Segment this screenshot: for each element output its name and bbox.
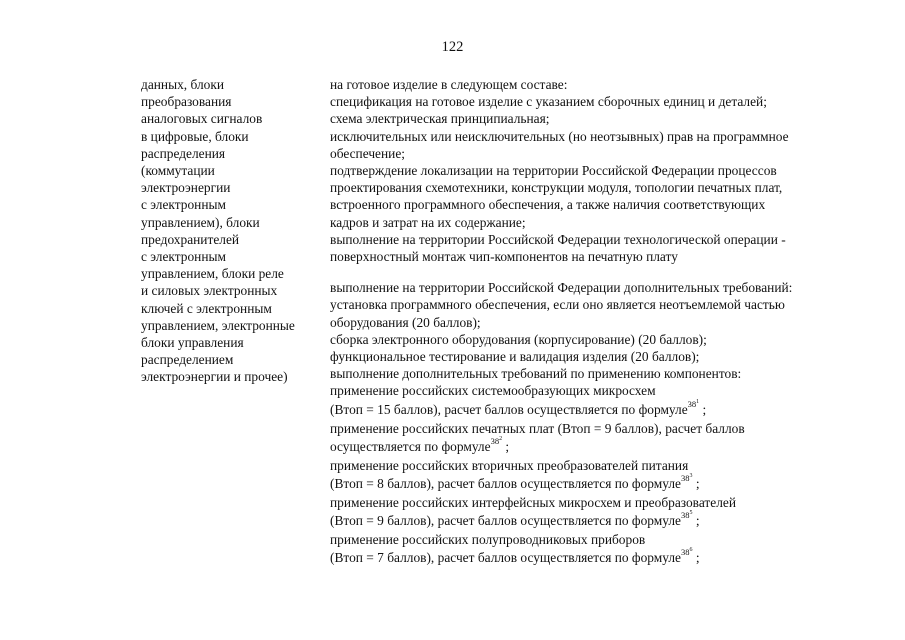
requirement-line: подтверждение локализации на территории Российской Федерации процессов [330, 163, 777, 179]
formula-superscript: 383 [680, 473, 693, 484]
product-name-line: электроэнергии [141, 180, 231, 196]
formula-index: 6 [689, 547, 693, 554]
requirement-line: сборка электронного оборудования (корпусирование) (20 баллов); [330, 331, 707, 347]
product-name-line: электроэнергии и прочее) [141, 369, 288, 385]
formula-text: осуществляется по формуле [330, 438, 491, 454]
formula-index: 5 [689, 510, 693, 517]
product-name-line: предохранителей [141, 231, 240, 247]
requirement-line: выполнение на территории Российской Федерации дополнительных требований: [330, 280, 793, 296]
product-name-line: с электронным [141, 197, 226, 213]
component-requirement-line: применение российских системообразующих микросхем [330, 383, 656, 399]
product-name-line: ключей с электронным [141, 300, 272, 316]
formula-index: 1 [696, 398, 700, 405]
component-requirement-line: применение российских вторичных преобразователей питания [330, 457, 689, 473]
requirement-line: функциональное тестирование и валидация изделия (20 баллов); [330, 349, 700, 365]
product-name-line: аналоговых сигналов [141, 111, 263, 127]
requirement-line: проектирования схемотехники, конструкции модуля, топологии печатных плат, [330, 180, 783, 196]
product-name-line: (коммутации [141, 163, 215, 179]
requirement-line: выполнение на территории Российской Федерации технологической операции - [330, 231, 786, 247]
formula-text: (Втоп = 7 баллов), расчет баллов осуществляется по формуле [330, 550, 681, 566]
product-name-line: распределением [141, 352, 234, 368]
component-formula-line [330, 400, 870, 420]
product-name-line: в цифровые, блоки [141, 128, 249, 144]
requirement-line: обеспечение; [330, 145, 406, 161]
product-name-line: преобразования [141, 94, 232, 110]
component-formula-line [330, 548, 870, 568]
component-requirement-line: применение российских интерфейсных микросхем и преобразователей [330, 495, 737, 511]
formula-tail: ; [502, 438, 510, 454]
formula-text: (Втоп = 9 баллов), расчет баллов осуществляется по формуле [330, 513, 681, 529]
component-requirement-line: применение российских печатных плат (Втоп = 9 баллов), расчет баллов [330, 420, 745, 436]
formula-index: 2 [499, 435, 503, 442]
component-formula-line [330, 437, 870, 457]
requirement-line: оборудования (20 баллов); [330, 314, 481, 330]
formula-tail: ; [692, 550, 700, 566]
requirement-line: установка программного обеспечения, если оно является неотъемлемой частью [330, 297, 785, 313]
requirement-line: спецификация на готовое изделие с указанием сборочных единиц и деталей; [330, 94, 767, 110]
additional-requirements-block [330, 279, 870, 382]
formula-tail: ; [692, 476, 700, 492]
requirement-line: кадров и затрат на их содержание; [330, 214, 526, 230]
requirement-line: поверхностный монтаж чип-компонентов на печатную плату [330, 249, 678, 265]
component-requirements-block [330, 382, 870, 568]
product-name-line: с электронным [141, 249, 226, 265]
requirements-column [330, 76, 870, 568]
product-name-line: блоки управления [141, 335, 244, 351]
component-formula-line [330, 474, 870, 494]
formula-text: (Втоп = 8 баллов), расчет баллов осуществляется по формуле [330, 476, 681, 492]
product-name-column [141, 76, 323, 386]
formula-tail: ; [699, 401, 707, 417]
formula-superscript: 385 [680, 510, 693, 521]
component-formula-line [330, 511, 870, 531]
page-number: 122 [441, 39, 464, 55]
requirement-line: выполнение дополнительных требований по применению компонентов: [330, 366, 742, 382]
formula-superscript: 381 [687, 398, 700, 409]
formula-superscript: 382 [490, 435, 503, 446]
requirement-line: исключительных или неисключительных (но неотзывных) прав на программное [330, 128, 789, 144]
product-name-line: распределения [141, 145, 226, 161]
formula-superscript: 386 [680, 547, 693, 558]
product-name-line: данных, блоки [141, 77, 225, 92]
formula-text: (Втоп = 15 баллов), расчет баллов осуществляется по формуле [330, 401, 688, 417]
product-name-line: и силовых электронных [141, 283, 278, 299]
product-name-line: управлением, блоки реле [141, 266, 284, 282]
component-requirement-line: применение российских полупроводниковых приборов [330, 532, 646, 548]
paragraph-gap [330, 265, 870, 279]
requirement-line: встроенного программного обеспечения, а также наличия соответствующих [330, 197, 766, 213]
requirement-line: схема электрическая принципиальная; [330, 111, 550, 127]
formula-index: 3 [689, 473, 693, 480]
product-name-line: управлением, электронные [141, 317, 295, 333]
product-name-line: управлением), блоки [141, 214, 260, 230]
requirement-line: на готовое изделие в следующем составе: [330, 77, 568, 92]
formula-tail: ; [692, 513, 700, 529]
documentation-requirements-block [330, 76, 870, 265]
